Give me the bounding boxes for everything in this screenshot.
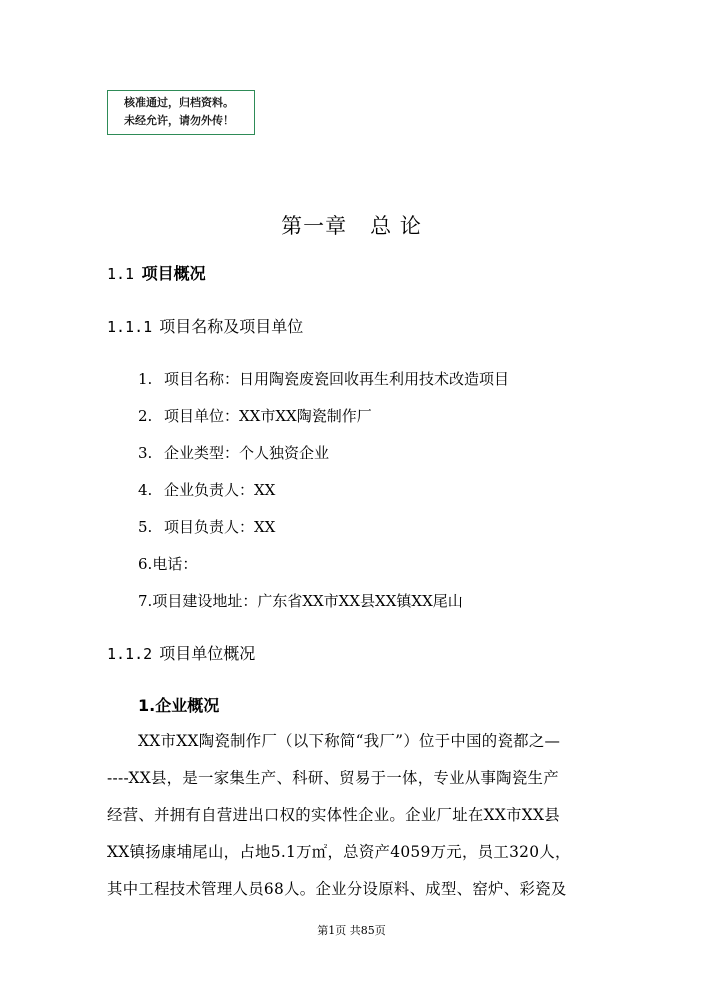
list-item xyxy=(138,590,463,612)
list-item-number: 2. xyxy=(138,407,153,425)
paragraph-line: ----XX县，是一家集生产、科研、贸易于一体，专业从事陶瓷生产 xyxy=(107,769,559,787)
list-item xyxy=(138,442,329,464)
section-title: 项目名称及项目单位 xyxy=(159,317,304,336)
list-item-number: 7. xyxy=(138,592,153,610)
section-number: 1.1 xyxy=(107,265,135,283)
section-heading-1-1-2 xyxy=(107,643,255,665)
list-item-number: 3. xyxy=(138,444,153,462)
list-item-text: 电话： xyxy=(152,555,198,573)
list-item xyxy=(138,479,275,501)
chapter-title: 第一章 总 论 xyxy=(281,214,422,238)
subsection-title: 1.企业概况 xyxy=(138,696,220,715)
list-item-text: 项目建设地址：广东省XX市XX县XX镇XX尾山 xyxy=(152,592,463,610)
paragraph-line: XX市XX陶瓷制作厂（以下称简“我厂”）位于中国的瓷都之— xyxy=(138,732,561,750)
approval-stamp xyxy=(107,90,255,135)
stamp-line-2: 未经允许，请勿外传！ xyxy=(124,114,234,127)
section-number: 1.1.1 xyxy=(107,318,153,336)
page-footer: 第1页 共85页 xyxy=(317,924,386,937)
list-item-text: 企业类型：个人独资企业 xyxy=(164,444,330,462)
section-heading-1-1 xyxy=(107,263,206,285)
paragraph-line: 其中工程技术管理人员68人。企业分设原料、成型、窑炉、彩瓷及 xyxy=(107,880,567,898)
list-item xyxy=(138,553,197,575)
list-item-number: 6. xyxy=(138,555,153,573)
list-item-text: 项目名称：日用陶瓷废瓷回收再生利用技术改造项目 xyxy=(164,370,510,388)
list-item xyxy=(138,405,372,427)
list-item-text: 项目单位：XX市XX陶瓷制作厂 xyxy=(164,407,372,425)
list-item-number: 5. xyxy=(138,518,153,536)
paragraph-line: 经营、并拥有自营进出口权的实体性企业。企业厂址在XX市XX县 xyxy=(107,806,560,824)
section-title: 项目单位概况 xyxy=(159,644,256,663)
paragraph-line: XX镇扬康埔尾山，占地5.1万㎡，总资产4059万元，员工320人， xyxy=(107,843,571,861)
list-item-text: 企业负责人：XX xyxy=(164,481,276,499)
list-item xyxy=(138,516,275,538)
section-heading-1-1-1 xyxy=(107,316,303,338)
section-title: 项目概况 xyxy=(141,264,206,283)
list-item-number: 1. xyxy=(138,370,153,388)
list-item-number: 4. xyxy=(138,481,153,499)
list-item-text: 项目负责人：XX xyxy=(164,518,276,536)
list-item xyxy=(138,368,509,390)
stamp-line-1: 核准通过，归档资料。 xyxy=(124,96,234,109)
section-number: 1.1.2 xyxy=(107,645,153,663)
